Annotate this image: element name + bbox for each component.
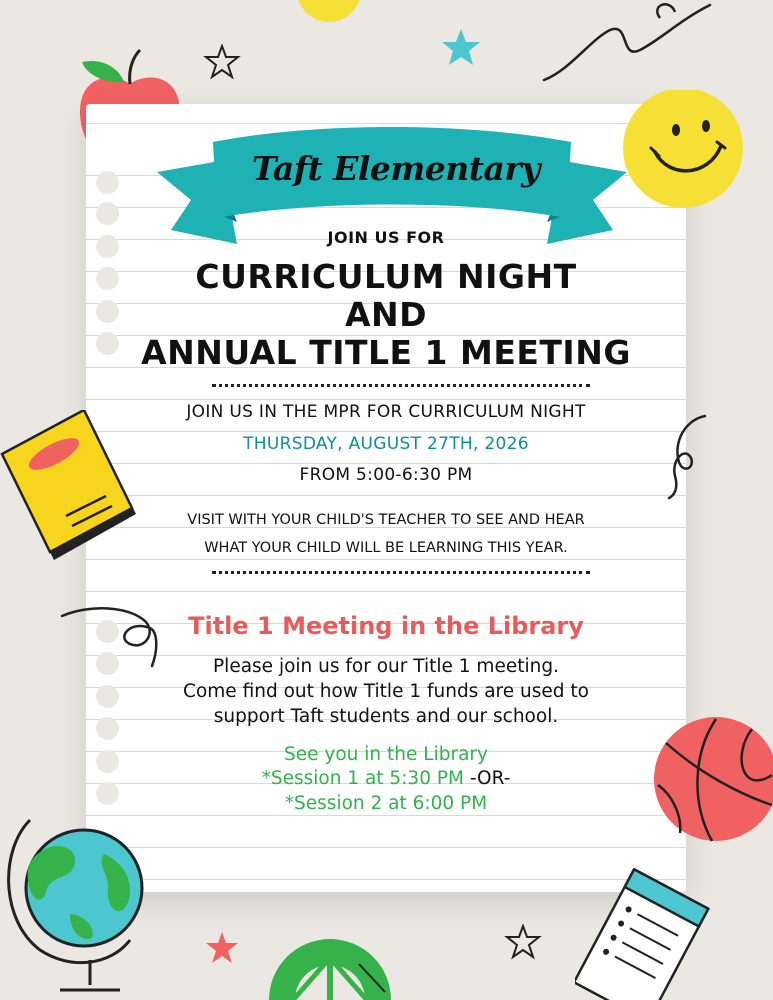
visit-line-1: VISIT WITH YOUR CHILD'S TEACHER TO SEE AND HEAR [187, 512, 585, 528]
join-us-for-text: JOIN US FOR [327, 228, 445, 247]
title1-paragraph-line-3: support Taft students and our school. [213, 706, 559, 727]
event-title-line-1: CURRICULUM NIGHT [195, 257, 577, 296]
red-star-icon [203, 930, 241, 966]
library-line: See you in the Library [284, 744, 488, 765]
or-text: -OR- [463, 768, 511, 789]
binder-hole [96, 171, 119, 194]
event-title-line-3: ANNUAL TITLE 1 MEETING [141, 333, 631, 372]
location-line: JOIN US IN THE MPR FOR CURRICULUM NIGHT [186, 402, 586, 422]
title1-paragraph-line-2: Come find out how Title 1 funds are used to [183, 681, 589, 702]
right-squiggle-icon [665, 412, 710, 502]
dotted-divider [212, 384, 590, 387]
left-squiggle-icon [60, 600, 160, 670]
outline-star-icon [203, 44, 241, 80]
visit-line-2: WHAT YOUR CHILD WILL BE LEARNING THIS YEAR. [204, 540, 568, 556]
title1-paragraph-line-1: Please join us for our Title 1 meeting. [213, 656, 559, 677]
small-outline-star-icon [504, 924, 542, 960]
teal-star-icon [440, 27, 482, 67]
session-1-text: *Session 1 at 5:30 PM [261, 768, 464, 789]
notepad-icon [575, 868, 715, 1000]
session-1-line [86, 768, 686, 789]
protractor-icon [265, 918, 395, 1000]
school-name-title: Taft Elementary [252, 149, 540, 188]
session-2-line: *Session 2 at 6:00 PM [284, 793, 488, 814]
binder-hole [96, 202, 119, 225]
globe-icon [0, 810, 160, 1000]
event-time: FROM 5:00-6:30 PM [299, 465, 473, 485]
book-icon [0, 410, 140, 560]
top-yellow-circle [296, 0, 362, 26]
basketball-icon [652, 715, 773, 845]
top-right-squiggle-icon [540, 0, 740, 85]
smiley-sun-icon [613, 90, 755, 212]
title1-heading: Title 1 Meeting in the Library [188, 612, 584, 640]
event-title-line-2: AND [344, 295, 428, 334]
dotted-divider [212, 571, 590, 574]
event-date: THURSDAY, AUGUST 27TH, 2026 [243, 434, 529, 454]
